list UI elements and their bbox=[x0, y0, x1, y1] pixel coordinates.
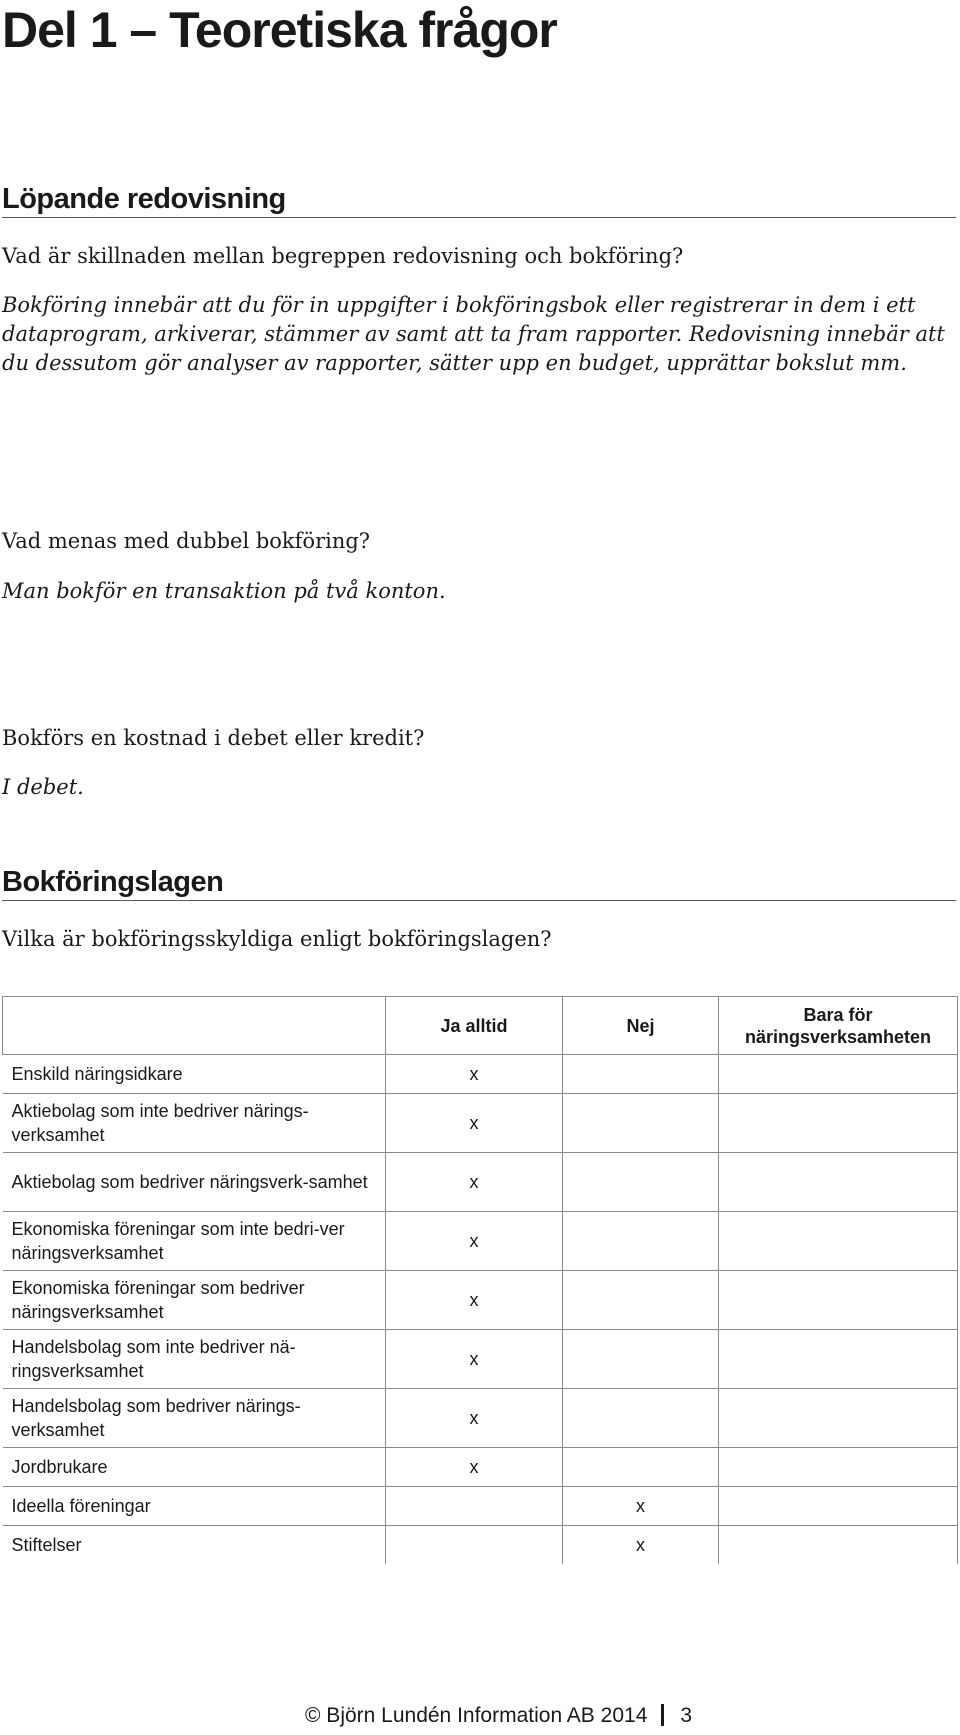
cell-bara-for bbox=[719, 1526, 958, 1565]
question-2: Vad menas med dubbel bokföring? bbox=[2, 529, 371, 553]
cell-bara-for bbox=[719, 1389, 958, 1448]
cell-nej bbox=[563, 1448, 719, 1487]
table-row bbox=[3, 1212, 958, 1271]
table-header-bara-for: Bara för näringsverksamheten bbox=[719, 997, 958, 1055]
cell-bara-for bbox=[719, 1330, 958, 1389]
footer-page-number: 3 bbox=[680, 1704, 693, 1727]
question-3: Bokförs en kostnad i debet eller kredit? bbox=[2, 726, 425, 750]
cell-nej: x bbox=[563, 1526, 719, 1565]
cell-nej bbox=[563, 1055, 719, 1094]
row-label: Handelsbolag som inte bedriver nä-ringsverksamhet bbox=[3, 1330, 386, 1389]
footer-copyright: © Björn Lundén Information AB 2014 bbox=[305, 1704, 648, 1727]
row-label: Handelsbolag som bedriver närings-verksamhet bbox=[3, 1389, 386, 1448]
footer-divider bbox=[661, 1704, 664, 1726]
cell-nej bbox=[563, 1212, 719, 1271]
row-label: Aktiebolag som bedriver näringsverk-samhet bbox=[3, 1153, 386, 1212]
cell-bara-for bbox=[719, 1448, 958, 1487]
row-label: Ekonomiska föreningar som inte bedri-ver näringsverksamhet bbox=[3, 1212, 386, 1271]
cell-nej bbox=[563, 1094, 719, 1153]
cell-ja-alltid: x bbox=[386, 1212, 563, 1271]
answer-1: Bokföring innebär att du för in uppgifter i bokföringsbok eller registrerar in dem i ett dataprogram, arkiverar, stämmer av samt att ta fram rapporter. Redovisning innebär att du dessutom gör analyser av rapporter, sätter upp en budget, upprättar bokslut mm. bbox=[2, 293, 945, 375]
table-header-row bbox=[3, 997, 958, 1055]
table-row bbox=[3, 1448, 958, 1487]
cell-bara-for bbox=[719, 1094, 958, 1153]
cell-ja-alltid: x bbox=[386, 1055, 563, 1094]
row-label: Stiftelser bbox=[3, 1526, 386, 1565]
cell-bara-for bbox=[719, 1271, 958, 1330]
cell-nej bbox=[563, 1330, 719, 1389]
cell-ja-alltid: x bbox=[386, 1448, 563, 1487]
cell-ja-alltid: x bbox=[386, 1389, 563, 1448]
cell-nej bbox=[563, 1271, 719, 1330]
row-label: Ideella föreningar bbox=[3, 1487, 386, 1526]
table-row bbox=[3, 1153, 958, 1212]
question-4: Vilka är bokföringsskyldiga enligt bokföringslagen? bbox=[2, 927, 552, 951]
cell-ja-alltid bbox=[386, 1487, 563, 1526]
cell-nej bbox=[563, 1153, 719, 1212]
table-row bbox=[3, 1526, 958, 1565]
bokforingsskyldiga-table bbox=[2, 996, 958, 1564]
cell-ja-alltid: x bbox=[386, 1330, 563, 1389]
section-heading-lopande-redovisning: Löpande redovisning bbox=[2, 181, 956, 218]
page-footer bbox=[305, 1703, 692, 1729]
cell-bara-for bbox=[719, 1487, 958, 1526]
table-header-ja-alltid: Ja alltid bbox=[386, 997, 563, 1055]
table-row bbox=[3, 1055, 958, 1094]
row-label: Jordbrukare bbox=[3, 1448, 386, 1487]
table-row bbox=[3, 1487, 958, 1526]
table-row bbox=[3, 1330, 958, 1389]
cell-bara-for bbox=[719, 1055, 958, 1094]
table-header-blank bbox=[3, 997, 386, 1055]
cell-ja-alltid: x bbox=[386, 1153, 563, 1212]
table-row bbox=[3, 1271, 958, 1330]
table-header-nej: Nej bbox=[563, 997, 719, 1055]
answer-3: I debet. bbox=[2, 775, 84, 799]
table-row bbox=[3, 1389, 958, 1448]
table-row bbox=[3, 1094, 958, 1153]
answer-2: Man bokför en transaktion på två konton. bbox=[2, 579, 446, 603]
section-heading-bokforingslagen: Bokföringslagen bbox=[2, 864, 956, 901]
row-label: Ekonomiska föreningar som bedriver näringsverksamhet bbox=[3, 1271, 386, 1330]
cell-nej: x bbox=[563, 1487, 719, 1526]
cell-bara-for bbox=[719, 1153, 958, 1212]
row-label: Aktiebolag som inte bedriver närings-verksamhet bbox=[3, 1094, 386, 1153]
cell-ja-alltid: x bbox=[386, 1094, 563, 1153]
cell-nej bbox=[563, 1389, 719, 1448]
cell-ja-alltid bbox=[386, 1526, 563, 1565]
question-1: Vad är skillnaden mellan begreppen redovisning och bokföring? bbox=[2, 244, 684, 268]
cell-ja-alltid: x bbox=[386, 1271, 563, 1330]
cell-bara-for bbox=[719, 1212, 958, 1271]
row-label: Enskild näringsidkare bbox=[3, 1055, 386, 1094]
page-title: Del 1 – Teoretiska frågor bbox=[2, 2, 557, 58]
